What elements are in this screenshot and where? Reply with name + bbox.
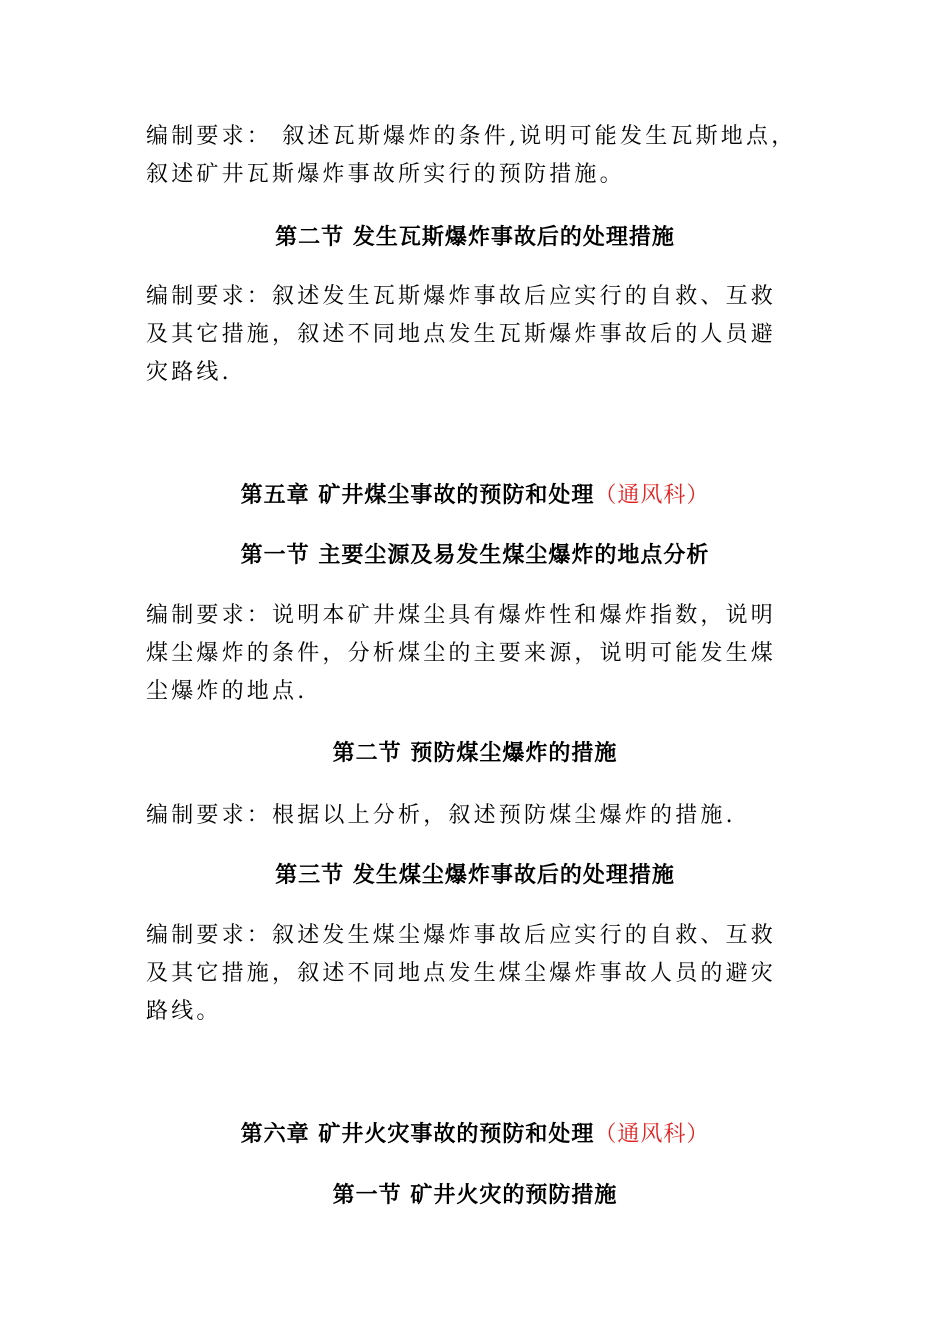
section-heading-text: 第二节 预防煤尘爆炸的措施	[332, 740, 618, 766]
section-heading-text: 第三节 发生煤尘爆炸事故后的处理措施	[275, 862, 675, 888]
chapter-heading	[0, 480, 950, 511]
paragraph-line: 编制要求：叙述发生瓦斯爆炸事故后应实行的自救、互救	[146, 284, 777, 309]
department-note: （通风科）	[594, 483, 710, 508]
department-note: （通风科）	[594, 1122, 710, 1147]
paragraph-gas-explosion-response	[146, 278, 816, 392]
paragraph-line: 路线。	[146, 999, 222, 1024]
paragraph-line: 编制要求：说明本矿井煤尘具有爆炸性和爆炸指数，说明	[146, 603, 777, 628]
section-heading	[0, 738, 950, 768]
paragraph-coal-dust-response	[146, 917, 816, 1031]
paragraph-line: 叙述矿井瓦斯爆炸事故所实行的预防措施。	[146, 162, 625, 187]
paragraph-line: 编制要求：叙述发生煤尘爆炸事故后应实行的自救、互救	[146, 923, 777, 948]
section-heading	[0, 1180, 950, 1210]
section-heading	[0, 860, 950, 890]
chapter-heading-text: 第六章 矿井火灾事故的预防和处理	[240, 1121, 595, 1147]
paragraph-line: 灾路线.	[146, 360, 232, 385]
paragraph-gas-explosion-requirements	[146, 118, 816, 194]
section-heading-text: 第一节 主要尘源及易发生煤尘爆炸的地点分析	[240, 542, 710, 568]
paragraph-line: 及其它措施，叙述不同地点发生瓦斯爆炸事故后的人员避	[146, 322, 777, 347]
paragraph-coal-dust-analysis	[146, 597, 816, 711]
chapter-heading-text: 第五章 矿井煤尘事故的预防和处理	[240, 482, 595, 508]
paragraph-line: 编制要求： 叙述瓦斯爆炸的条件,说明可能发生瓦斯地点，	[146, 124, 797, 149]
section-heading-text: 第一节 矿井火灾的预防措施	[332, 1182, 618, 1208]
section-heading-text: 第二节 发生瓦斯爆炸事故后的处理措施	[275, 224, 675, 250]
paragraph-line: 尘爆炸的地点.	[146, 679, 308, 704]
section-heading	[0, 540, 950, 570]
paragraph-coal-dust-prevention	[146, 797, 816, 835]
paragraph-line: 编制要求：根据以上分析，叙述预防煤尘爆炸的措施.	[146, 803, 736, 828]
chapter-heading	[0, 1119, 950, 1150]
paragraph-line: 及其它措施，叙述不同地点发生煤尘爆炸事故人员的避灾	[146, 961, 777, 986]
section-heading	[0, 222, 950, 252]
paragraph-line: 煤尘爆炸的条件，分析煤尘的主要来源，说明可能发生煤	[146, 641, 777, 666]
